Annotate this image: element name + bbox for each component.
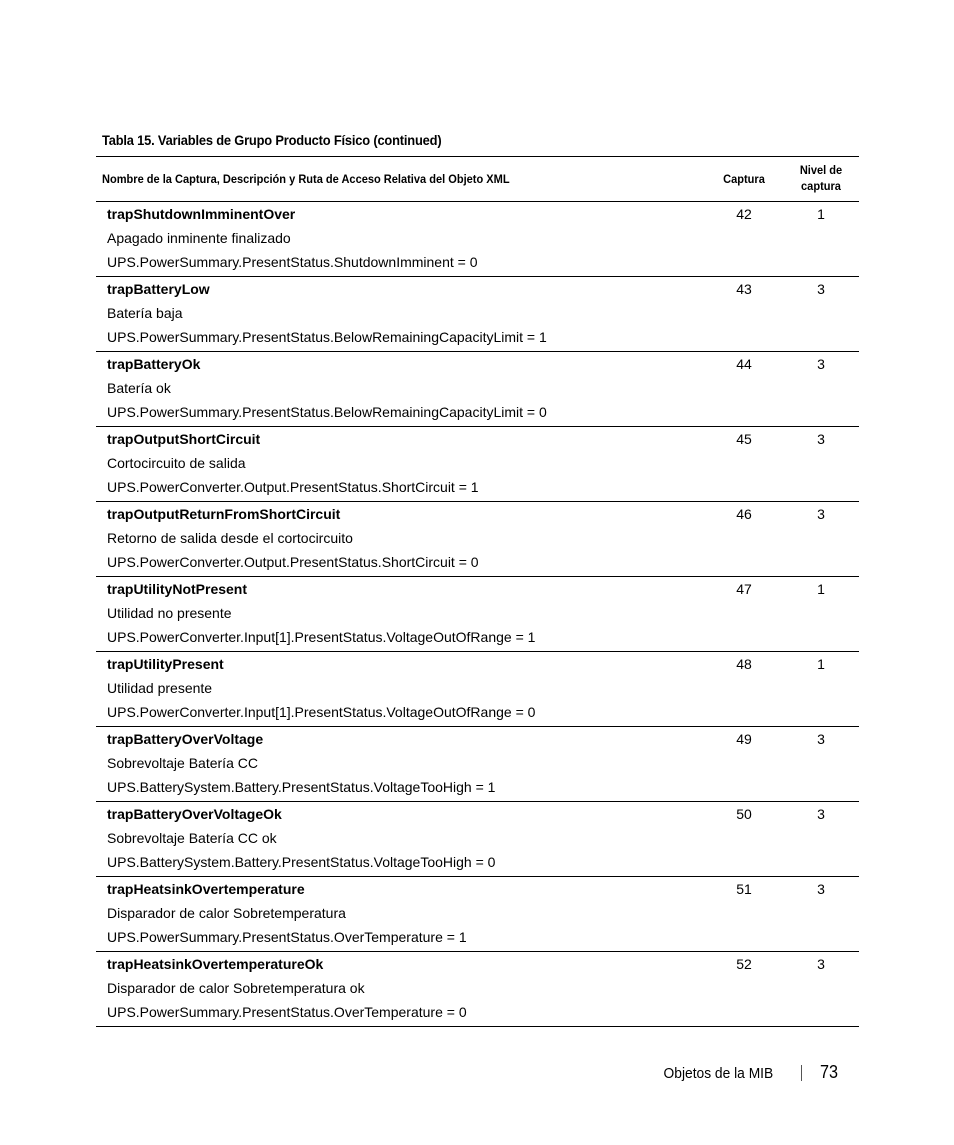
table-row <box>96 502 859 577</box>
trap-object-path: UPS.BatterySystem.Battery.PresentStatus.VoltageTooHigh = 0 <box>107 854 496 870</box>
trap-number: 48 <box>736 656 752 672</box>
trap-name: trapOutputReturnFromShortCircuit <box>107 506 341 522</box>
trap-number: 50 <box>736 806 752 822</box>
header-level-line2: captura <box>801 179 841 193</box>
table-row <box>96 427 859 502</box>
page-footer <box>0 1062 954 1086</box>
trap-number: 45 <box>736 431 752 447</box>
trap-object-path: UPS.PowerSummary.PresentStatus.OverTemperature = 1 <box>107 929 467 945</box>
trap-name: trapUtilityPresent <box>107 656 224 672</box>
trap-object-path: UPS.PowerSummary.PresentStatus.OverTemperature = 0 <box>107 1004 467 1020</box>
trap-object-path: UPS.PowerSummary.PresentStatus.ShutdownImminent = 0 <box>107 254 478 270</box>
trap-object-path: UPS.PowerConverter.Output.PresentStatus.ShortCircuit = 1 <box>107 479 479 495</box>
trap-level: 1 <box>817 656 825 672</box>
table-row <box>96 577 859 652</box>
table-row <box>96 877 859 952</box>
trap-number: 44 <box>736 356 752 372</box>
trap-number: 46 <box>736 506 752 522</box>
trap-number: 43 <box>736 281 752 297</box>
trap-description: Apagado inminente finalizado <box>107 230 291 246</box>
table-row <box>96 352 859 427</box>
table-header <box>96 157 859 202</box>
trap-level: 3 <box>817 731 825 747</box>
header-level <box>789 162 853 194</box>
trap-description: Disparador de calor Sobretemperatura <box>107 905 346 921</box>
header-trap: Captura <box>723 172 765 186</box>
trap-number: 49 <box>736 731 752 747</box>
header-name: Nombre de la Captura, Descripción y Ruta de Acceso Relativa del Objeto XML <box>102 172 510 186</box>
footer-separator <box>801 1065 802 1081</box>
table-row <box>96 202 859 277</box>
trap-name: trapBatteryOverVoltage <box>107 731 264 747</box>
page-number: 73 <box>820 1062 839 1082</box>
trap-level: 1 <box>817 581 825 597</box>
trap-name: trapUtilityNotPresent <box>107 581 248 597</box>
table-row <box>96 652 859 727</box>
trap-level: 1 <box>817 206 825 222</box>
trap-name: trapOutputShortCircuit <box>107 431 261 447</box>
trap-number: 42 <box>736 206 752 222</box>
trap-description: Utilidad no presente <box>107 605 232 621</box>
trap-number: 51 <box>736 881 752 897</box>
trap-name: trapHeatsinkOvertemperatureOk <box>107 956 324 972</box>
trap-object-path: UPS.PowerSummary.PresentStatus.BelowRemainingCapacityLimit = 0 <box>107 404 547 420</box>
trap-object-path: UPS.PowerConverter.Input[1].PresentStatus.VoltageOutOfRange = 1 <box>107 629 536 645</box>
trap-description: Batería baja <box>107 305 183 321</box>
trap-description: Utilidad presente <box>107 680 213 696</box>
trap-object-path: UPS.PowerConverter.Input[1].PresentStatus.VoltageOutOfRange = 0 <box>107 704 536 720</box>
trap-name: trapBatteryLow <box>107 281 210 297</box>
trap-object-path: UPS.PowerSummary.PresentStatus.BelowRemainingCapacityLimit = 1 <box>107 329 547 345</box>
table-caption: Tabla 15. Variables de Grupo Producto Físico (continued) <box>102 132 442 148</box>
trap-name: trapBatteryOk <box>107 356 201 372</box>
trap-level: 3 <box>817 881 825 897</box>
trap-object-path: UPS.BatterySystem.Battery.PresentStatus.VoltageTooHigh = 1 <box>107 779 496 795</box>
footer-section-title: Objetos de la MIB <box>663 1065 773 1082</box>
table-row <box>96 727 859 802</box>
table-row <box>96 277 859 352</box>
trap-level: 3 <box>817 356 825 372</box>
trap-name: trapBatteryOverVoltageOk <box>107 806 282 822</box>
table-row <box>96 802 859 877</box>
trap-description: Cortocircuito de salida <box>107 455 246 471</box>
trap-level: 3 <box>817 506 825 522</box>
trap-level: 3 <box>817 281 825 297</box>
trap-level: 3 <box>817 956 825 972</box>
variables-table <box>96 156 859 1027</box>
trap-description: Batería ok <box>107 380 171 396</box>
trap-description: Retorno de salida desde el cortocircuito <box>107 530 353 546</box>
table-body <box>96 202 859 1027</box>
trap-number: 47 <box>736 581 752 597</box>
trap-description: Disparador de calor Sobretemperatura ok <box>107 980 365 996</box>
trap-name: trapHeatsinkOvertemperature <box>107 881 305 897</box>
table-row <box>96 952 859 1027</box>
trap-level: 3 <box>817 806 825 822</box>
trap-description: Sobrevoltaje Batería CC ok <box>107 830 277 846</box>
trap-level: 3 <box>817 431 825 447</box>
trap-object-path: UPS.PowerConverter.Output.PresentStatus.ShortCircuit = 0 <box>107 554 479 570</box>
trap-number: 52 <box>736 956 752 972</box>
header-level-line1: Nivel de <box>799 163 843 177</box>
trap-description: Sobrevoltaje Batería CC <box>107 755 258 771</box>
trap-name: trapShutdownImminentOver <box>107 206 296 222</box>
